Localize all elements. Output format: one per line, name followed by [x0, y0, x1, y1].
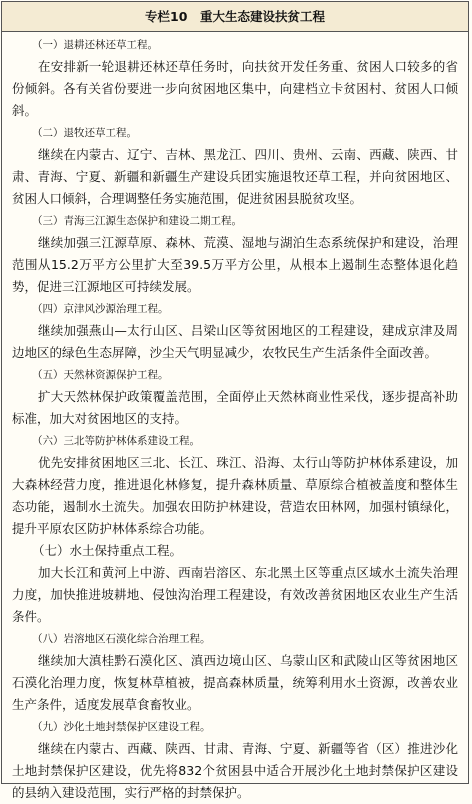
section-body: 继续在内蒙古、辽宁、吉林、黑龙江、四川、贵州、云南、西藏、陕西、甘肃、青海、宁夏、新疆和新疆生产建设兵团实施退牧还草工程，并向贫困地区、贫困人口倾斜，合理调整任务实施范围，促进贫困县脱贫攻坚。 [12, 147, 458, 206]
section-desertified-land [12, 716, 458, 804]
section-heading: （九）沙化土地封禁保护区建设工程。 [32, 721, 211, 733]
section-body: 继续加强三江源草原、森林、荒漠、湿地与湖泊生态系统保护和建设，治理范围从15.2万平方公里扩大至39.5万平方公里，从根本上遏制生态整体退化趋势，促进三江源地区可持续发展。 [12, 235, 458, 294]
section-heading: （一）退耕还林还草工程。 [32, 39, 158, 51]
column-title: 专栏10 重大生态建设扶贫工程 [2, 2, 468, 32]
section-body: 优先安排贫困地区三北、长江、珠江、沿海、太行山等防护林体系建设，加大森林经营力度，推进退化林修复，提升森林质量、草原综合植被盖度和整体生态功能，遏制水土流失。加强农田防护林建设，营造农田林网，加强村镇绿化，提升平原农区防护林体系综合功能。 [12, 455, 458, 536]
section-heading: （六）三北等防护林体系建设工程。 [32, 435, 200, 447]
section-sanjiangyuan [12, 210, 458, 298]
section-heading: （四）京津风沙源治理工程。 [32, 303, 169, 315]
section-soil-water [12, 540, 458, 628]
section-body: 扩大天然林保护政策覆盖范围，全面停止天然林商业性采伐，逐步提高补助标准，加大对贫困地区的支持。 [12, 389, 458, 426]
section-natural-forest [12, 364, 458, 430]
section-heading: （五）天然林资源保护工程。 [32, 369, 169, 381]
section-returning-grazing [12, 122, 458, 210]
section-heading: （二）退牧还草工程。 [32, 127, 137, 139]
section-heading: （八）岩溶地区石漠化综合治理工程。 [32, 633, 211, 645]
section-body: 继续在内蒙古、西藏、陕西、甘肃、青海、宁夏、新疆等省（区）推进沙化土地封禁保护区建设，优先将832个贫困县中适合开展沙化土地封禁保护区建设的县纳入建设范围，实行严格的封禁保护。 [12, 741, 458, 800]
section-body: 在安排新一轮退耕还林还草任务时，向扶贫开发任务重、贫困人口较多的省份倾斜。各有关省份要进一步向贫困地区集中，向建档立卡贫困村、贫困人口倾斜。 [12, 59, 458, 118]
section-body: 继续加大滇桂黔石漠化区、滇西边境山区、乌蒙山区和武陵山区等贫困地区石漠化治理力度，恢复林草植被，提高森林质量，统筹利用水土资源，改善农业生产条件，适度发展草食畜牧业。 [12, 653, 458, 712]
section-heading: （七）水土保持重点工程。 [32, 543, 183, 558]
section-beijing-tianjin-sand [12, 298, 458, 364]
section-shelterbelt [12, 430, 458, 540]
section-body: 继续加强燕山—太行山区、吕梁山区等贫困地区的工程建设，建成京津及周边地区的绿色生态屏障，沙尘天气明显减少，农牧民生产生活条件全面改善。 [12, 323, 458, 360]
section-karst [12, 628, 458, 716]
column-box [1, 1, 469, 800]
column-content [2, 32, 468, 804]
section-body: 加大长江和黄河上中游、西南岩溶区、东北黑土区等重点区域水土流失治理力度，加快推进坡耕地、侵蚀沟治理工程建设，有效改善贫困地区农业生产生活条件。 [12, 565, 458, 624]
section-heading: （三）青海三江源生态保护和建设二期工程。 [32, 215, 242, 227]
section-returning-farmland [12, 34, 458, 122]
